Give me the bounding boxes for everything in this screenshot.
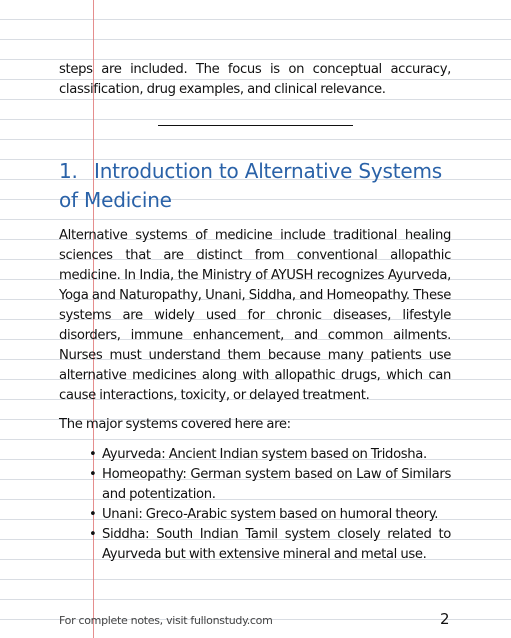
bullet: • <box>89 527 97 542</box>
footer-note: For complete notes, visit fullonstudy.com <box>59 614 273 627</box>
body-paragraph: Alternative systems of medicine include traditional healing sciences that are distinct from conventional allopathic medicine. In India, the Ministry of AYUSH recognizes Ayurveda, Yoga and Naturopathy, Unani, Siddha, and Homeopathy. These systems are widely used for chronic diseases, lifestyle disorders, immune enhancement, and common ailments. Nurses must understand them because many patients use alternative medicines along with allopathic drugs, which can cause interactions, toxicity, or delayed treatment. <box>59 228 451 403</box>
section-divider <box>158 125 353 126</box>
systems-list <box>89 445 451 565</box>
list-item-text: Homeopathy: German system based on Law of Similars and potentization. <box>102 467 451 502</box>
systems-lead-line: The major systems covered here are: <box>59 417 291 432</box>
list-item-text: Unani: Greco-Arabic system based on humoral theory. <box>102 507 439 522</box>
bullet: • <box>89 507 97 522</box>
bullet: • <box>89 467 97 482</box>
list-item <box>89 505 451 525</box>
list-item <box>89 525 451 565</box>
section-title: Introduction to Alternative Systems of Medicine <box>59 159 442 212</box>
list-item-text: Siddha: South Indian Tamil system closely related to Ayurveda but with extensive mineral and metal use. <box>102 527 451 562</box>
intro-paragraph: steps are included. The focus is on conceptual accuracy, classification, drug examples, and clinical relevance. <box>59 62 451 97</box>
section-number: 1. <box>59 159 78 183</box>
list-item-text: Ayurveda: Ancient Indian system based on Tridosha. <box>102 447 427 462</box>
list-item <box>89 445 451 465</box>
bullet: • <box>89 447 97 462</box>
section-heading <box>59 157 451 215</box>
list-item <box>89 465 451 505</box>
page-number: 2 <box>440 610 450 628</box>
